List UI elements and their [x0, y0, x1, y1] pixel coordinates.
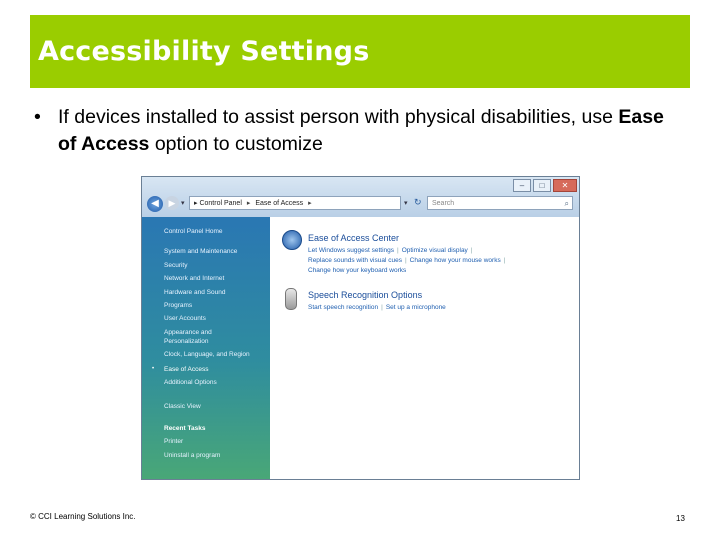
address-root-chevron: ▸: [194, 200, 198, 207]
back-button[interactable]: ◀: [147, 196, 163, 212]
address-segment-control-panel[interactable]: Control Panel: [199, 200, 242, 207]
link-separator: |: [381, 304, 383, 311]
recent-task-printer[interactable]: Printer: [164, 438, 184, 445]
window-buttons: [513, 179, 577, 191]
sidebar-item-clock-language[interactable]: Clock, Language, and Region: [164, 351, 250, 358]
change-keyboard-link[interactable]: Change how your keyboard works: [308, 267, 407, 274]
address-bar[interactable]: [189, 196, 401, 210]
bullet-text-part2: option to customize: [149, 133, 323, 155]
let-windows-suggest-link[interactable]: Let Windows suggest settings: [308, 247, 394, 254]
replace-sounds-link[interactable]: Replace sounds with visual cues: [308, 257, 402, 264]
window-chrome: [142, 177, 579, 217]
sidebar-item-security[interactable]: Security: [164, 262, 188, 269]
search-icon[interactable]: ⌕: [564, 199, 569, 208]
recent-tasks-header: Recent Tasks: [164, 425, 206, 432]
bullet-text-part1: If devices installed to assist person with physical disabilities, use: [58, 106, 619, 128]
change-mouse-link[interactable]: Change how your mouse works: [409, 257, 501, 264]
sidebar-item-programs[interactable]: Programs: [164, 302, 193, 309]
set-up-microphone-link[interactable]: Set up a microphone: [385, 304, 446, 311]
link-separator: |: [503, 257, 506, 264]
bullet-text: [58, 104, 678, 158]
link-separator: |: [470, 247, 473, 254]
control-panel-screenshot: [141, 176, 580, 480]
close-button[interactable]: ✕: [553, 179, 577, 192]
sidebar-item-ease-of-access[interactable]: Ease of Access: [164, 366, 209, 373]
address-separator-icon: ▸: [246, 200, 251, 207]
search-placeholder: Search: [432, 200, 455, 207]
sidebar-item-system-maintenance[interactable]: System and Maintenance: [164, 248, 238, 255]
speech-recognition-options-link[interactable]: Speech Recognition Options: [308, 290, 423, 300]
sidebar-item-appearance[interactable]: Appearance and: [164, 329, 212, 336]
sidebar-item-personalization[interactable]: Personalization: [164, 338, 209, 345]
bullet-marker: •: [34, 106, 41, 128]
page-number: 13: [676, 514, 685, 523]
sidebar-item-additional-options[interactable]: Additional Options: [164, 379, 217, 386]
recent-pages-dropdown-icon[interactable]: ▾: [181, 200, 185, 207]
sidebar: [142, 217, 270, 479]
sidebar-item-classic-view[interactable]: Classic View: [164, 403, 201, 410]
sidebar-item-control-panel-home[interactable]: Control Panel Home: [164, 228, 223, 235]
address-separator-icon: ▸: [308, 200, 312, 207]
start-speech-recognition-link[interactable]: Start speech recognition: [308, 304, 379, 311]
forward-button[interactable]: ▶: [165, 196, 179, 210]
refresh-icon[interactable]: ↻: [414, 197, 422, 207]
maximize-button[interactable]: □: [533, 179, 551, 192]
recent-task-uninstall[interactable]: Uninstall a program: [164, 452, 221, 459]
optimize-visual-display-link[interactable]: Optimize visual display: [401, 247, 468, 254]
sidebar-item-hardware-sound[interactable]: Hardware and Sound: [164, 289, 226, 296]
sidebar-item-network[interactable]: Network and Internet: [164, 275, 225, 282]
main-panel: [270, 217, 579, 479]
ease-of-access-center-link[interactable]: Ease of Access Center: [308, 233, 400, 243]
active-item-marker: •: [152, 366, 155, 372]
slide-title-bar: [30, 15, 690, 88]
minimize-button[interactable]: –: [513, 179, 531, 192]
search-input[interactable]: [427, 196, 573, 210]
ease-of-access-icon: [282, 230, 302, 250]
bullet-text-bold: Ease of Access: [58, 106, 664, 155]
slide-title: Accessibility Settings: [38, 36, 370, 67]
link-separator: |: [397, 247, 399, 254]
address-dropdown-icon[interactable]: ▾: [404, 200, 408, 207]
address-segment-ease-of-access[interactable]: Ease of Access: [255, 200, 304, 207]
microphone-icon: [285, 288, 297, 310]
link-separator: |: [404, 257, 407, 264]
copyright-footer: © CCI Learning Solutions Inc.: [30, 512, 136, 521]
sidebar-item-user-accounts[interactable]: User Accounts: [164, 315, 206, 322]
